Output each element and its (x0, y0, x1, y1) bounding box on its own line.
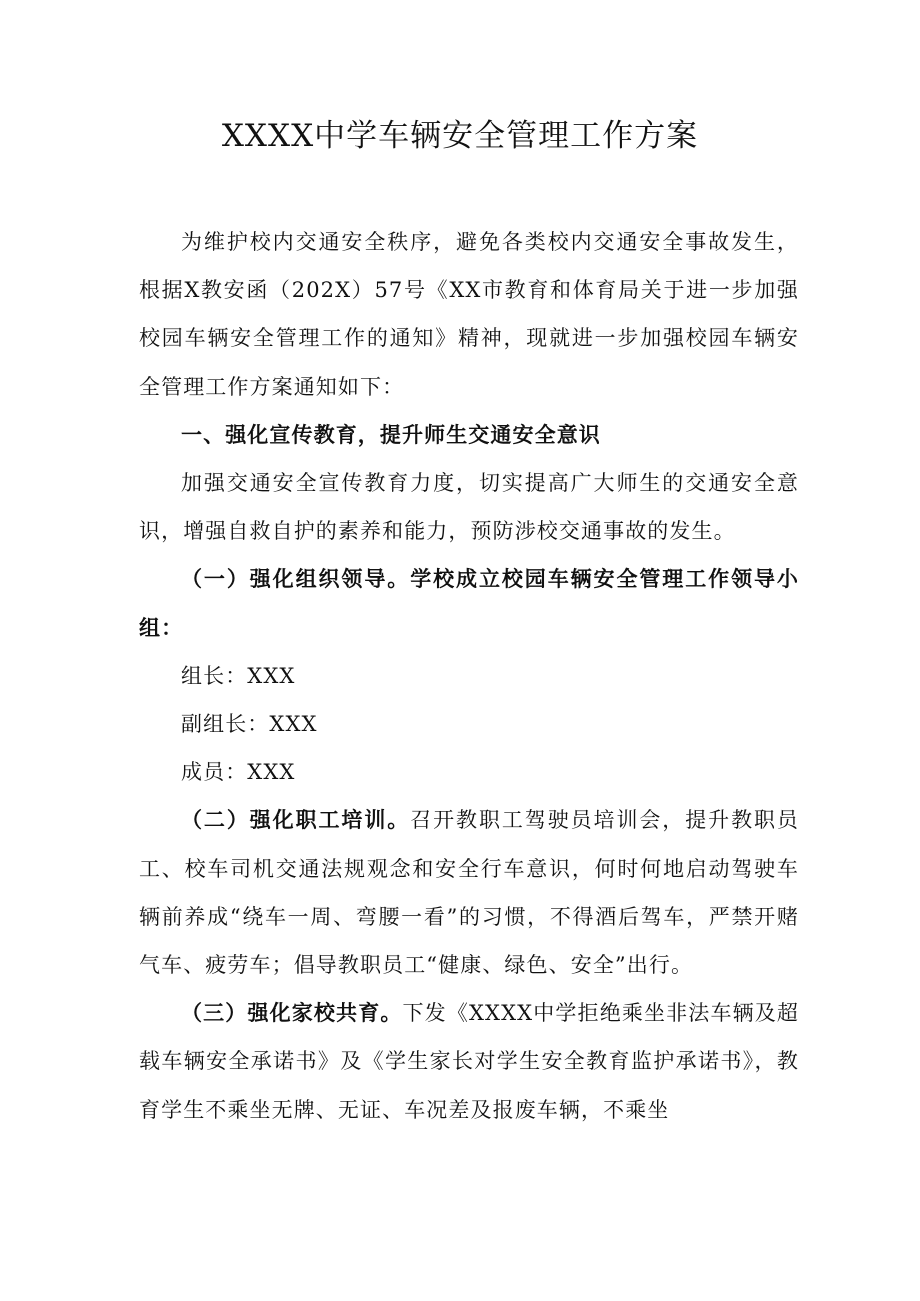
subsection-2-label: （二）强化职工培训。 (181, 807, 411, 833)
section-1-heading: 一、强化宣传教育，提升师生交通安全意识 (181, 421, 601, 447)
subsection-2-paragraph (139, 796, 799, 989)
member-members: 成员：XXX (181, 760, 296, 785)
subsection-2-text: 召开教职工驾驶员培训会，提升教职员工、校车司机交通法规观念和安全行车意识，何时何地启动驾驶车辆前养成“绕车一周、弯腰一看”的习惯，不得酒后驾车，严禁开赌气车、疲劳车；倡导教职员工“健康、绿色、安全”出行。 (139, 808, 800, 978)
section-1-paragraph: 加强交通安全宣传教育力度，切实提高广大师生的交通安全意识，增强自救自护的素养和能力，预防涉校交通事故的发生。 (139, 471, 799, 544)
subsection-1-text: 学校成立校园车辆安全管理工作领导小组： (139, 566, 800, 640)
subsection-1-label: （一）强化组织领导。 (181, 566, 411, 592)
subsection-3-paragraph (139, 989, 799, 1134)
subsection-3-text: 下发《XXXX中学拒绝乘坐非法车辆及超载车辆安全承诺书》及《学生家长对学生安全教育监护承诺书》，教育学生不乘坐无牌、无证、车况差及报废车辆，不乘坐 (139, 1001, 800, 1122)
subsection-3-label: （三）强化家校共育。 (181, 1000, 403, 1026)
subsection-1-paragraph (139, 555, 799, 651)
member-leader: 组长：XXX (181, 663, 296, 688)
document-title: XXXX中学车辆安全管理工作方案 (221, 118, 699, 154)
document-body (139, 218, 799, 1134)
intro-paragraph: 为维护校内交通安全秩序，避免各类校内交通安全事故发生，根据X教安函（202X）57号《XX市教育和体育局关于进一步加强校园车辆安全管理工作的通知》精神，现就进一步加强校园车辆安全管理工作方案通知如下： (139, 230, 799, 399)
member-deputy-leader: 副组长：XXX (181, 712, 318, 737)
